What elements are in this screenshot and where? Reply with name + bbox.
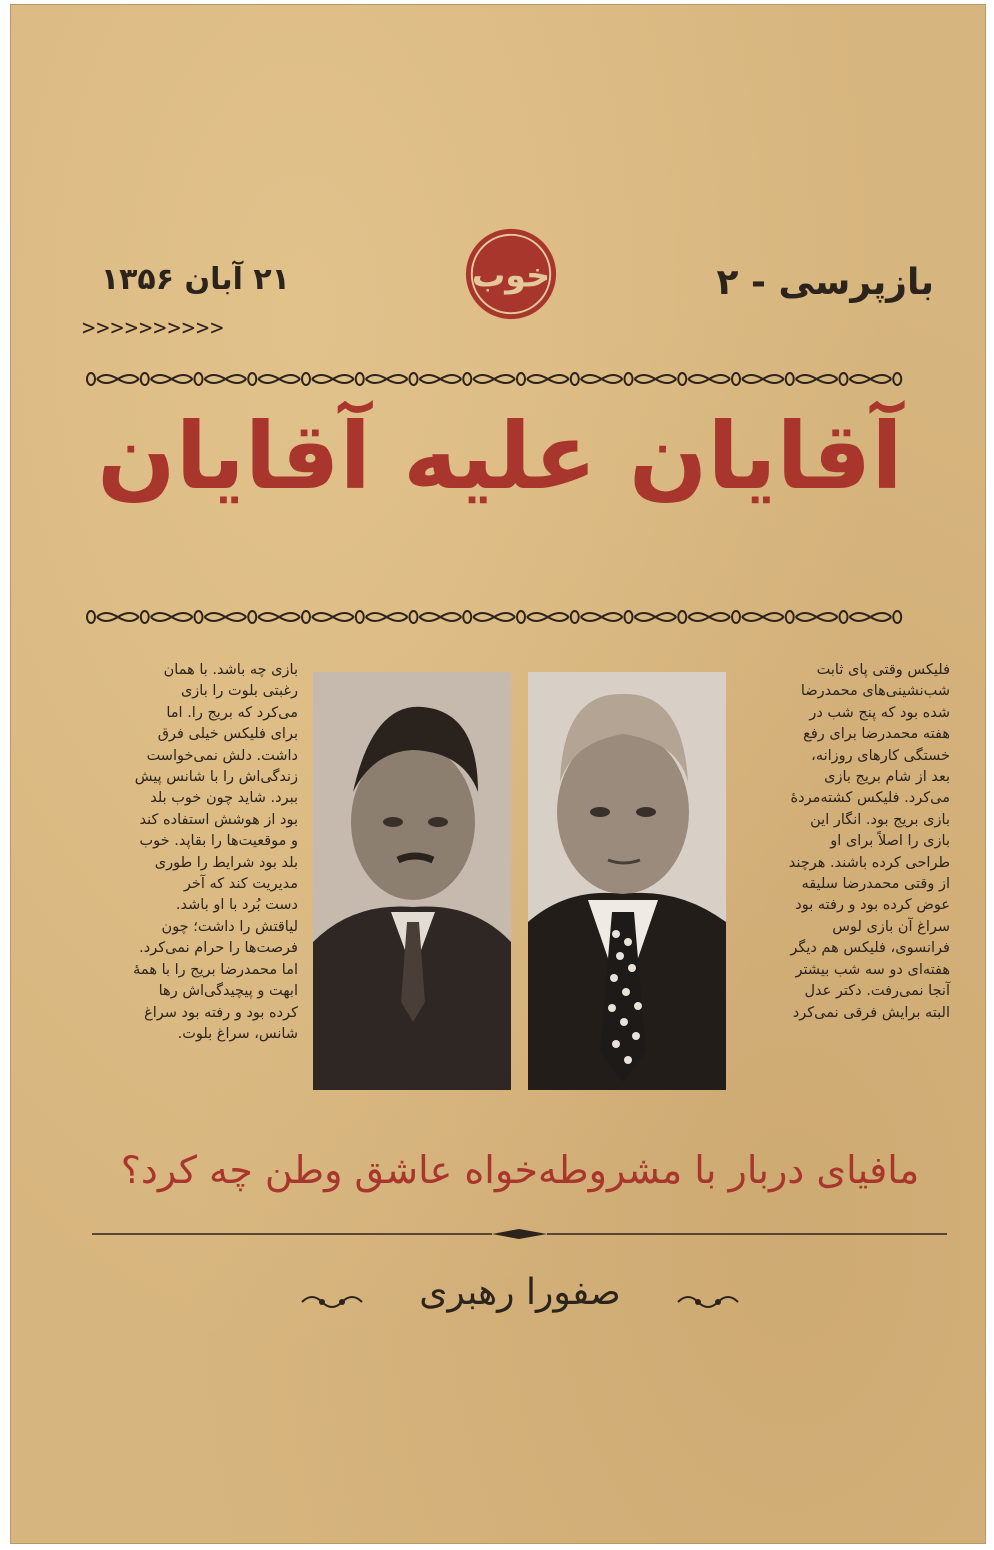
column-line: کرده بود و رفته بود سراغ: [144, 1004, 298, 1021]
column-line: بازی را اصلاً برای او: [830, 833, 950, 850]
divider-rule: [92, 1228, 947, 1240]
column-line: عوض کرده بود و رفته بود: [795, 897, 950, 914]
column-line: هفته‌ای دو سه شب بیشتر: [795, 961, 950, 978]
column-line: داشت. دلش نمی‌خواست: [146, 747, 298, 764]
column-line: بلد بود شرایط را طوری: [154, 854, 298, 871]
column-line: زندگی‌اش را با شانس پیش: [134, 769, 298, 786]
flourish-right-icon: [676, 1288, 740, 1316]
column-line: دست بُرد با او باشد.: [175, 897, 298, 914]
column-line: سراغ آن بازی لوس: [832, 918, 950, 935]
portrait-photo-left: [313, 672, 511, 1090]
middle-ornament: [85, 605, 945, 629]
book-title: آقایان علیه آقایان: [97, 403, 903, 510]
publication-date: ۲۱ آبان ۱۳۵۶: [100, 262, 290, 297]
column-line: بازی چه باشد. با همان: [163, 662, 298, 678]
svg-text:خوب: خوب: [471, 255, 551, 295]
publisher-logo-icon: [462, 225, 560, 323]
column-line: رغبتی بلوت را بازی: [180, 683, 298, 700]
series-label: بازپرسی - ۲: [716, 262, 934, 303]
flourish-left-icon: [300, 1288, 364, 1316]
portrait-photo-right: [528, 672, 726, 1090]
column-line: بعد از شام بریج بازی: [824, 769, 950, 786]
column-line: هفته محمدرضا برای رفع: [803, 726, 950, 743]
column-line: شب‌نشینی‌های محمدرضا: [800, 683, 950, 700]
column-line: مدیریت کند که آخر: [183, 876, 298, 893]
column-line: ببرد. شاید چون خوب بلد: [150, 790, 298, 807]
column-line: از وقتی محمدرضا سلیقه: [801, 876, 950, 893]
column-line: اما محمدرضا بریج را با همهٔ: [133, 961, 298, 978]
text-column-left: [88, 660, 298, 1045]
column-line: برای فلیکس خیلی فرق: [157, 726, 298, 743]
top-ornament: [85, 367, 945, 391]
column-line: و موقعیت‌ها را بقاپد. خوب: [139, 833, 298, 850]
column-line: ابهت و پیچیدگی‌اش رها: [158, 983, 298, 1000]
book-subtitle: مافیای دربار با مشروطه‌خواه عاشق وطن چه کرد؟: [120, 1148, 920, 1192]
column-line: آنجا نمی‌رفت. دکتر عدل: [804, 983, 950, 1000]
column-line: شانس، سراغ بلوت.: [177, 1025, 298, 1042]
column-line: شده بود که پنج شب در: [809, 704, 950, 721]
column-line: خستگی کارهای روزانه،: [811, 747, 950, 764]
column-line: طراحی کرده باشند. هرچند: [788, 854, 950, 871]
column-line: فرصت‌ها را حرام نمی‌کرد.: [139, 940, 298, 957]
column-line: لیاقتش را داشت؛ چون: [161, 918, 298, 935]
column-line: فلیکس وقتی پای ثابت: [816, 662, 950, 678]
author-name: صفورا رهبری: [419, 1272, 621, 1313]
column-line: می‌کرد که بریج را. اما: [166, 704, 298, 721]
column-line: بود از هوشش استفاده کند: [139, 811, 298, 828]
column-line: فرانسوی، فلیکس هم دیگر: [790, 940, 950, 957]
author-row: [300, 1272, 740, 1332]
chevron-rule: >>>>>>>>>>: [82, 316, 225, 341]
text-column-right: [740, 660, 950, 1024]
column-line: می‌کرد. فلیکس کشته‌مردهٔ: [790, 790, 950, 807]
column-line: البته برایش فرقی نمی‌کرد: [792, 1004, 950, 1021]
column-line: بازی بریج بود. انگار این: [810, 811, 950, 828]
